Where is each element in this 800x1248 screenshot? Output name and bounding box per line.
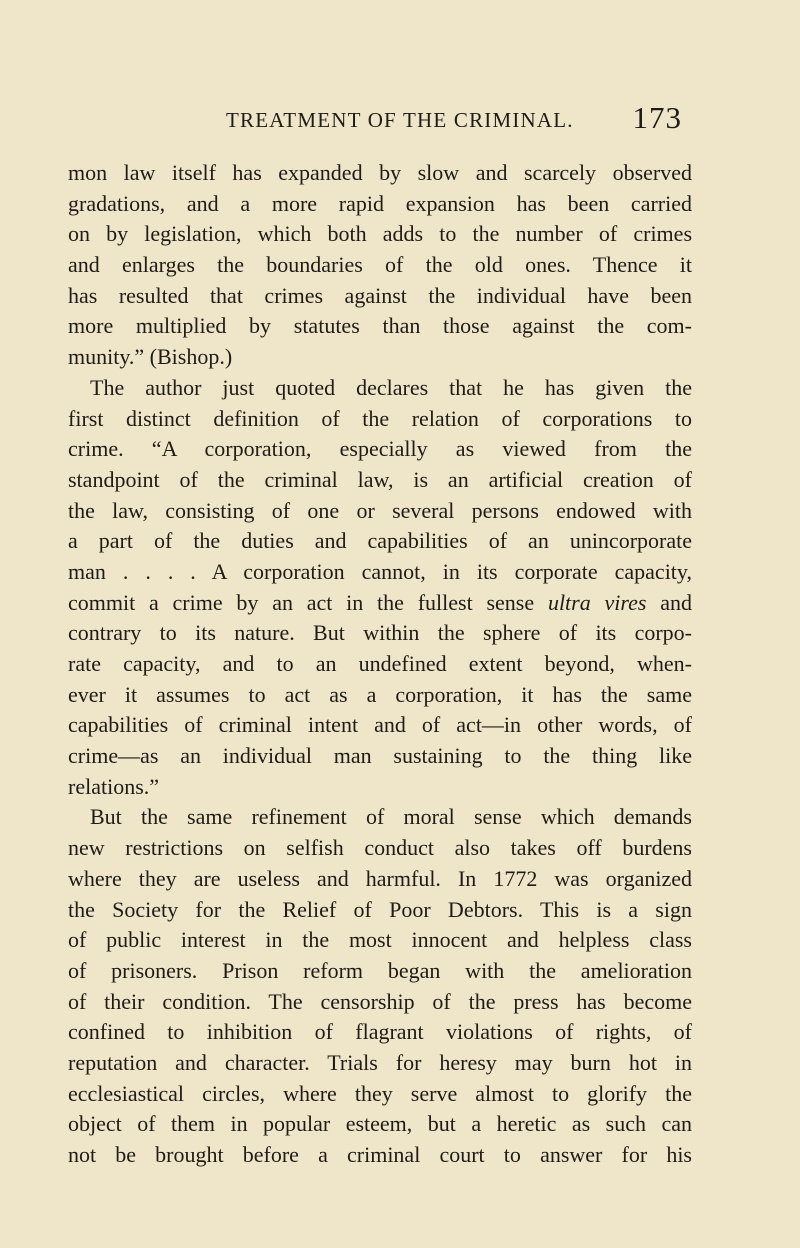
text-line: ecclesiastical circles, where they serve almost to glorify the [68,1080,692,1106]
text-line: mon law itself has expanded by slow and scarcely observed [68,160,692,185]
text-line: reputation and character. Trials for heresy may burn hot in [68,1049,692,1075]
text-line: munity.” (Bishop.) [68,344,233,370]
text-fragment: commit a crime by an act in the fullest sense [68,589,535,615]
text-line-with-italic [68,588,692,619]
text-line: where they are useless and harmful. In 1772 was organized [68,865,692,891]
text-line: relations.” [68,773,160,799]
text-line: standpoint of the criminal law, is an artificial creation of [68,466,692,492]
text-fragment: and [660,589,693,615]
text-line: crime—as an individual man sustaining to the thing like [68,743,692,769]
text-line: has resulted that crimes against the individual have been [68,282,692,308]
text-line: The author just quoted declares that he has given the [90,374,692,400]
text-line: contrary to its nature. But within the sphere of its corpo- [68,620,692,646]
text-line: object of them in popular esteem, but a heretic as such can [68,1111,692,1137]
text-line: crime. “A corporation, especially as viewed from the [68,436,692,462]
text-line: of prisoners. Prison reform began with the amelioration [68,957,692,983]
running-head [226,100,682,140]
text-line: more multiplied by statutes than those against the com- [68,313,692,339]
text-line: gradations, and a more rapid expansion has been carried [68,190,692,216]
body-text [68,158,692,1171]
text-line: capabilities of criminal intent and of act—in other words, of [68,712,692,738]
text-line: and enlarges the boundaries of the old ones. Thence it [68,252,692,278]
text-line: of public interest in the most innocent and helpless class [68,927,692,953]
text-line: man . . . . A corporation cannot, in its corporate capacity, [68,558,692,584]
text-line: confined to inhibition of flagrant violations of rights, of [68,1019,692,1045]
text-line: on by legislation, which both adds to the number of crimes [68,221,692,247]
text-line: But the same refinement of moral sense which demands [90,804,692,830]
text-line: rate capacity, and to an undefined extent beyond, when- [68,651,692,676]
text-line: a part of the duties and capabilities of an unincorporate [68,528,692,554]
text-line: not be brought before a criminal court to answer for his [68,1142,692,1167]
text-line: first distinct definition of the relation of corporations to [68,405,692,431]
text-line: ever it assumes to act as a corporation, it has the same [68,681,692,707]
running-head-title: TREATMENT OF THE CRIMINAL. [226,108,574,132]
page-number: 173 [632,100,682,135]
text-line: new restrictions on selfish conduct also takes off burdens [68,835,692,861]
italic-phrase: ultra vires [547,589,647,615]
text-line: the law, consisting of one or several persons endowed with [68,497,692,523]
text-line: the Society for the Relief of Poor Debtors. This is a sign [68,896,692,922]
text-line: of their condition. The censorship of the press has become [68,988,692,1014]
